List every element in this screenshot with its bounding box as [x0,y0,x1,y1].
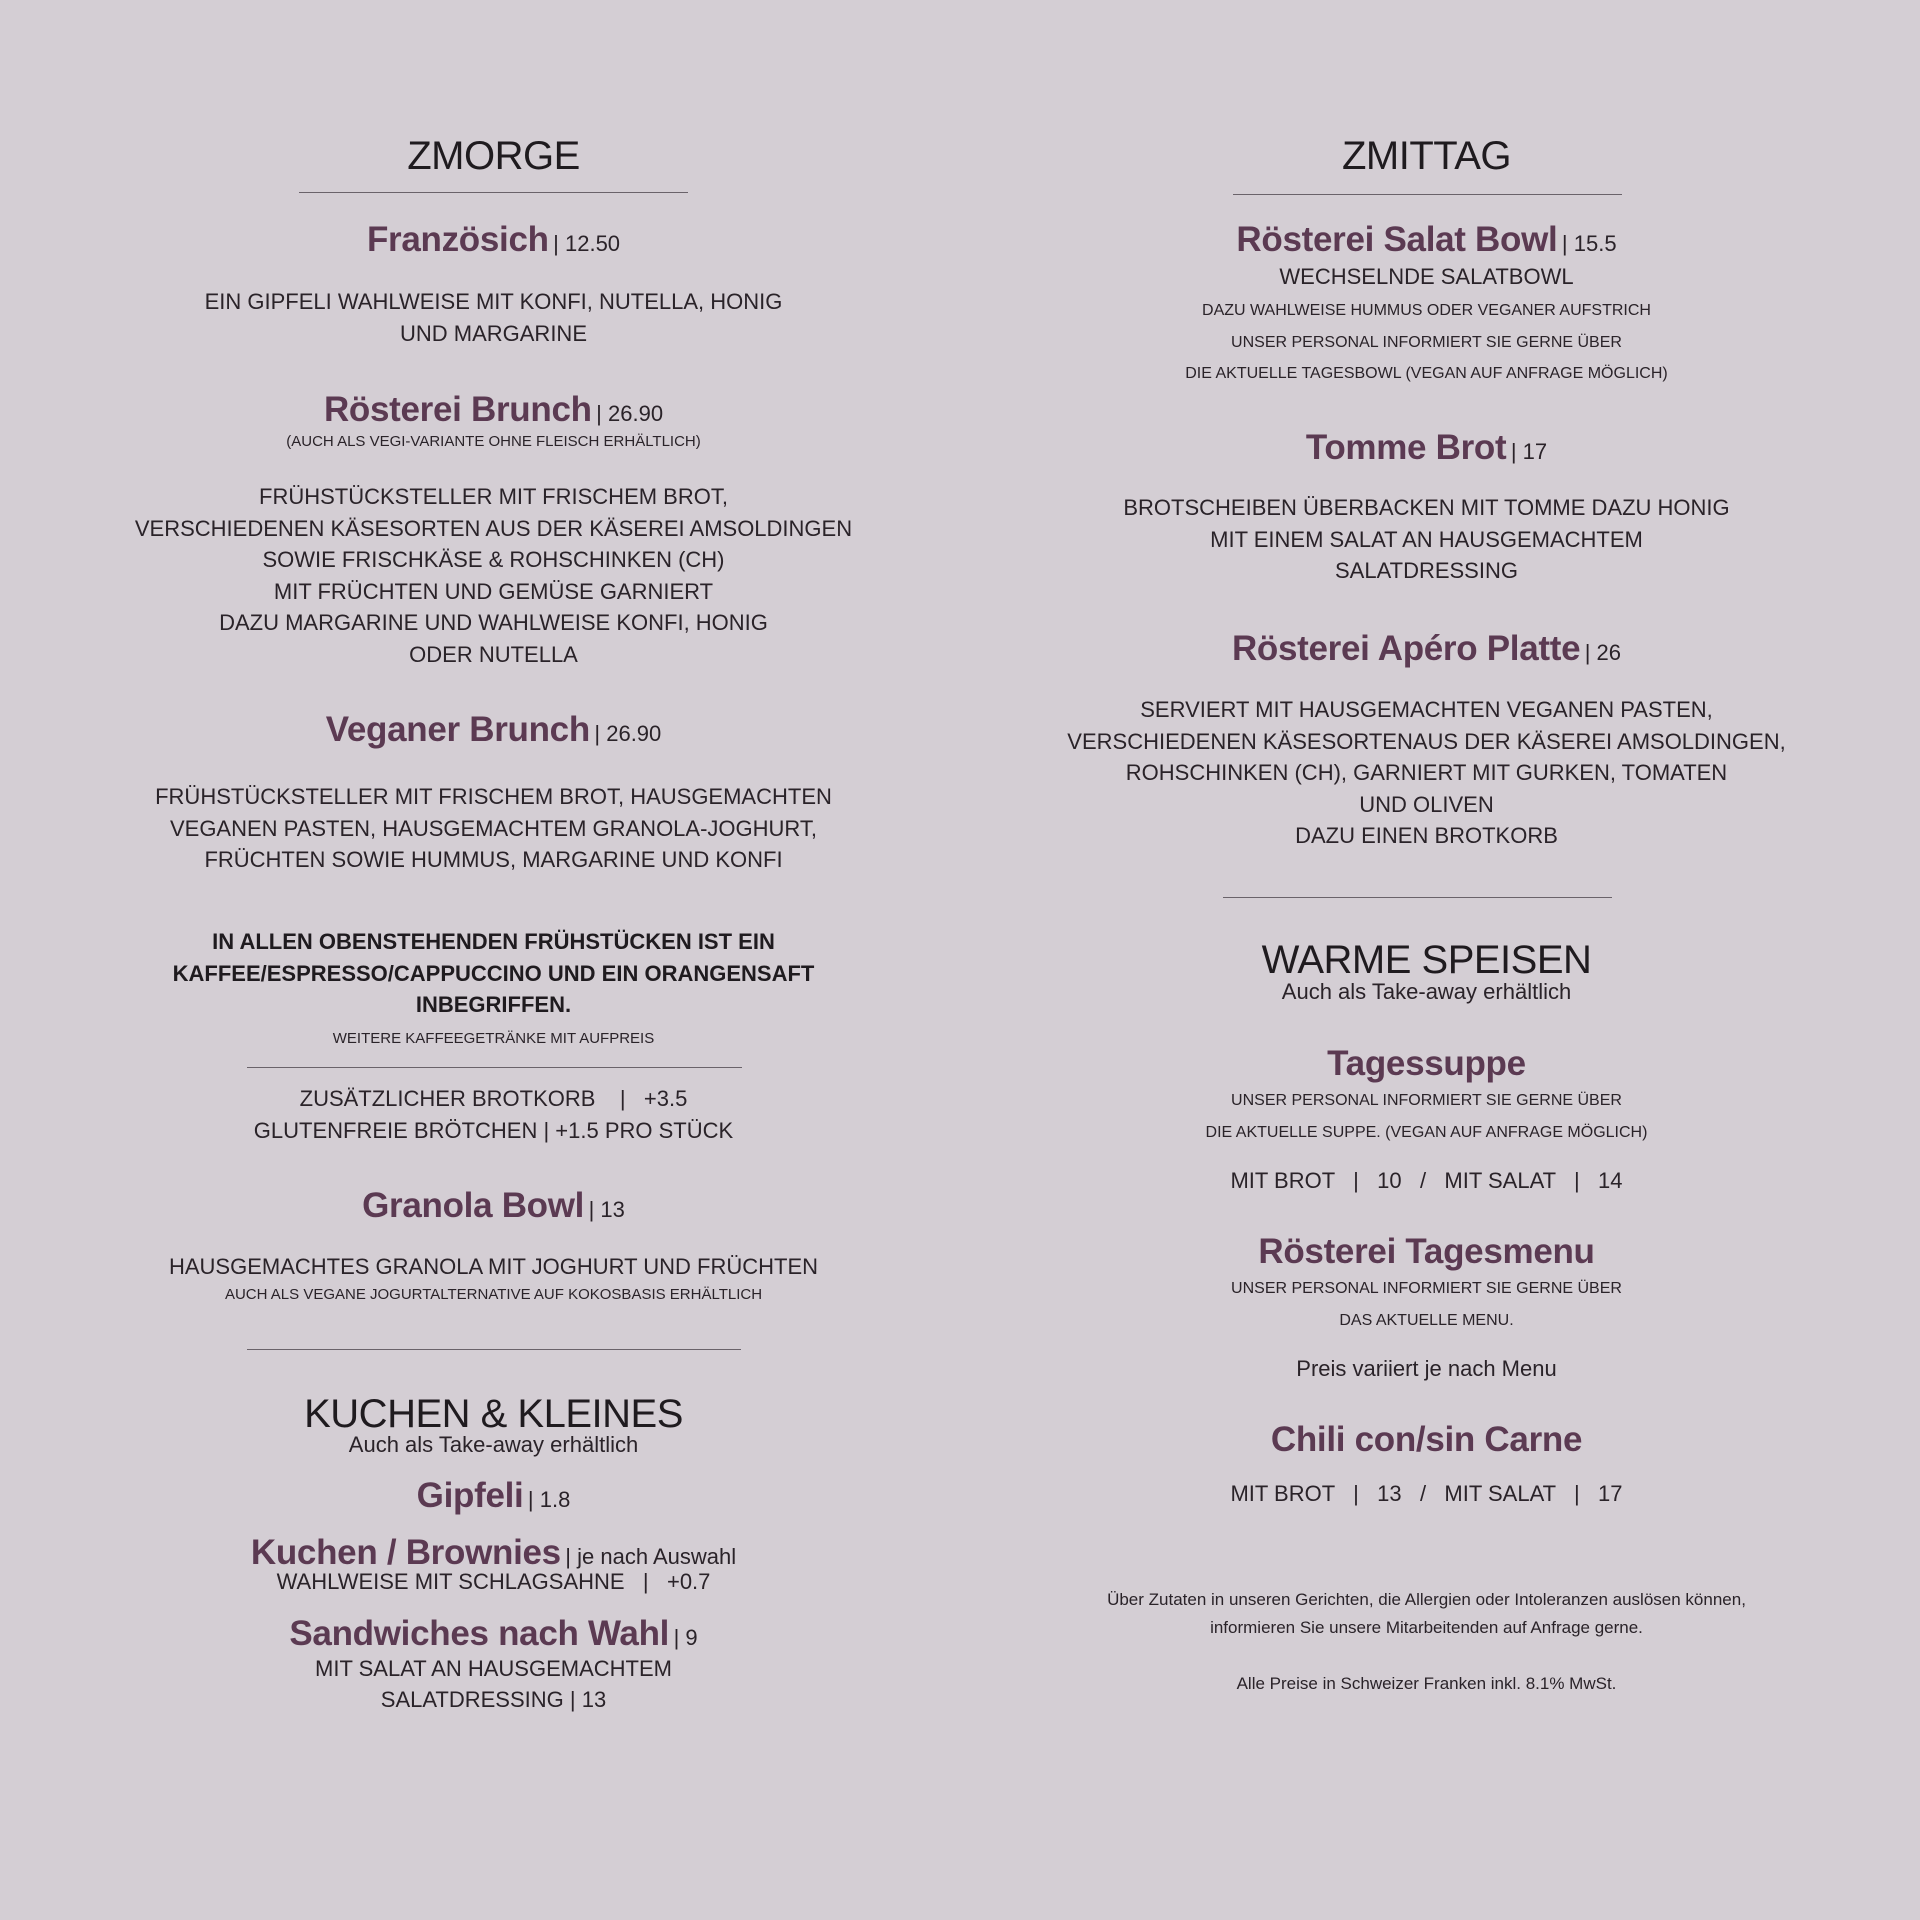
price-note: Preis variiert je nach Menu [1296,1356,1557,1381]
item-description [933,1085,1920,1148]
allergen-notice [933,1586,1920,1642]
desc-line: SOWIE FRISCHKÄSE & ROHSCHINKEN (CH) [262,547,725,572]
item-name: Granola Bowl [362,1186,585,1225]
desc-line: ODER NUTELLA [409,641,578,667]
item-name: Chili con/sin Carne [1270,1420,1583,1459]
desc-line: DAZU MARGARINE UND WAHLWEISE KONFI, HONIG [219,610,768,635]
desc-line: SERVIERT MIT HAUSGEMACHTEN VEGANEN PASTEN, [1140,697,1713,722]
item-name: Gipfeli [416,1476,524,1515]
desc-line: BROTSCHEIBEN ÜBERBACKEN MIT TOMME DAZU HONIG [1123,495,1730,520]
item-price: | 26.90 [596,401,664,426]
item-name: Tagessuppe [1327,1044,1526,1083]
item-price: | 9 [673,1625,698,1650]
desc-line: VERSCHIEDENEN KÄSESORTENAUS DER KÄSEREI AMSOLDINGEN, [1067,728,1786,754]
item-name: Veganer Brunch [325,710,590,749]
item-name: Tomme Brot [1305,428,1507,467]
menu-item-tomme-brot [933,430,1920,465]
item-prices: MIT BROT | 13 / MIT SALAT | 17 [1230,1481,1623,1506]
included-notice [0,926,987,1021]
divider [247,1349,741,1350]
item-description [0,1653,987,1715]
desc-line: MIT SALAT AN HAUSGEMACHTEM [315,1656,672,1681]
item-prices: MIT BROT | 10 / MIT SALAT | 14 [1230,1168,1623,1193]
menu-item-veganer-brunch [0,712,987,747]
section-title-zmittag: ZMITTAG [1341,134,1512,178]
item-description [933,492,1920,587]
desc-line: EIN GIPFELI WAHLWEISE MIT KONFI, NUTELLA, HONIG [204,289,783,314]
item-name: Rösterei Tagesmenu [1258,1232,1595,1271]
item-name: Kuchen / Brownies [250,1533,561,1572]
divider [299,192,688,193]
section-subtitle: Auch als Take-away erhältlich [1281,979,1572,1004]
menu-item-franzoesich [0,222,987,257]
desc-line: MIT FRÜCHTEN UND GEMÜSE GARNIERT [273,578,714,604]
item-price: | 1.8 [527,1487,571,1512]
notice-line: INBEGRIFFEN. [415,992,572,1017]
item-name: Rösterei Salat Bowl [1236,220,1558,259]
item-price: | 12.50 [553,231,621,256]
desc-line: FRÜCHTEN SOWIE HUMMUS, MARGARINE UND KONFI [204,847,783,872]
desc-line: UND MARGARINE [399,320,587,346]
desc-line: UNSER PERSONAL INFORMIERT SIE GERNE ÜBER [1231,1280,1622,1297]
item-name: Rösterei Brunch [323,390,592,429]
desc-line: ROHSCHINKEN (CH), GARNIERT MIT GURKEN, TOMATEN [1125,760,1728,785]
desc-line: DAS AKTUELLE MENU. [1339,1311,1514,1329]
menu-item-tagessuppe [933,1046,1920,1081]
item-price: | 13 [588,1197,625,1222]
extra-line: ZUSÄTZLICHER BROTKORB | +3.5 [299,1086,688,1111]
item-description: HAUSGEMACHTES GRANOLA MIT JOGHURT UND FRÜCHTEN [168,1254,819,1279]
divider [1233,194,1622,195]
desc-line: DIE AKTUELLE SUPPE. (VEGAN AUF ANFRAGE MÖGLICH) [1205,1123,1648,1141]
item-description [0,781,987,876]
desc-line: FRÜHSTÜCKSTELLER MIT FRISCHEM BROT, HAUSGEMACHTEN [155,784,832,809]
item-description [0,286,987,349]
item-note: (AUCH ALS VEGI-VARIANTE OHNE FLEISCH ERHÄLTLICH) [286,433,701,450]
menu-item-kuchen-brownies [0,1535,987,1570]
desc-line: MIT EINEM SALAT AN HAUSGEMACHTEM [1210,526,1643,552]
section-subtitle: Auch als Take-away erhältlich [348,1432,639,1457]
item-name: Rösterei Apéro Platte [1231,629,1581,668]
desc-line: DAZU EINEN BROTKORB [1295,823,1558,848]
item-description [0,481,987,670]
item-description [933,694,1920,852]
item-subtitle: WECHSELNDE SALATBOWL [1279,264,1574,289]
desc-line: SALATDRESSING [1335,558,1518,583]
menu-item-roesterei-brunch [0,392,987,427]
included-note: WEITERE KAFFEEGETRÄNKE MIT AUFPREIS [332,1030,655,1047]
item-description [933,295,1920,390]
item-price: | 26.90 [594,721,662,746]
price-notice: Alle Preise in Schweizer Franken inkl. 8.1% MwSt. [1236,1674,1617,1693]
item-price: | je nach Auswahl [565,1544,737,1569]
notice-line: KAFFEE/ESPRESSO/CAPPUCCINO UND EIN ORANGENSAFT [172,960,815,986]
menu-item-granola-bowl [0,1188,987,1223]
desc-line: UND OLIVEN [1359,791,1494,817]
desc-line: UNSER PERSONAL INFORMIERT SIE GERNE ÜBER [1231,1092,1622,1109]
divider [247,1067,742,1068]
desc-line: VEGANEN PASTEN, HAUSGEMACHTEM GRANOLA-JOGHURT, [169,815,818,841]
section-title-kuchen: KUCHEN & KLEINES [304,1392,683,1436]
desc-line: FRÜHSTÜCKSTELLER MIT FRISCHEM BROT, [259,484,728,509]
notice-line: IN ALLEN OBENSTEHENDEN FRÜHSTÜCKEN IST EIN [212,929,775,954]
section-title-zmorge: ZMORGE [407,134,580,178]
desc-line: DAZU WAHLWEISE HUMMUS ODER VEGANER AUFSTRICH [1202,302,1651,319]
menu-item-chili [933,1422,1920,1457]
item-name: Sandwiches nach Wahl [289,1614,670,1653]
item-price: | 17 [1510,439,1548,464]
menu-item-sandwiches [0,1616,987,1651]
extras [0,1083,987,1146]
section-title-warme-speisen: WARME SPEISEN [1261,938,1592,982]
notice-line: informieren Sie unsere Mitarbeitenden auf Anfrage gerne. [1210,1618,1643,1637]
menu-item-salat-bowl [933,222,1920,257]
item-price: | 15.5 [1561,231,1617,256]
item-name: Französich [366,220,549,259]
notice-line: Über Zutaten in unseren Gerichten, die Allergien oder Intoleranzen auslösen können, [1107,1590,1746,1609]
item-description: WAHLWEISE MIT SCHLAGSAHNE | +0.7 [276,1569,711,1594]
item-price: | 26 [1584,640,1622,665]
extra-line: GLUTENFREIE BRÖTCHEN | +1.5 PRO STÜCK [253,1117,734,1143]
item-note: AUCH ALS VEGANE JOGURTALTERNATIVE AUF KOKOSBASIS ERHÄLTLICH [224,1286,763,1303]
desc-line: DIE AKTUELLE TAGESBOWL (VEGAN AUF ANFRAGE MÖGLICH) [1185,365,1668,382]
desc-line: SALATDRESSING | 13 [380,1687,607,1712]
menu-item-tagesmenu [933,1234,1920,1269]
menu-item-apero-platte [933,631,1920,666]
divider [1223,897,1612,898]
desc-line: VERSCHIEDENEN KÄSESORTEN AUS DER KÄSEREI AMSOLDINGEN [134,515,853,541]
item-description [933,1273,1920,1336]
menu-item-gipfeli [0,1478,987,1513]
desc-line: UNSER PERSONAL INFORMIERT SIE GERNE ÜBER [1231,333,1622,351]
